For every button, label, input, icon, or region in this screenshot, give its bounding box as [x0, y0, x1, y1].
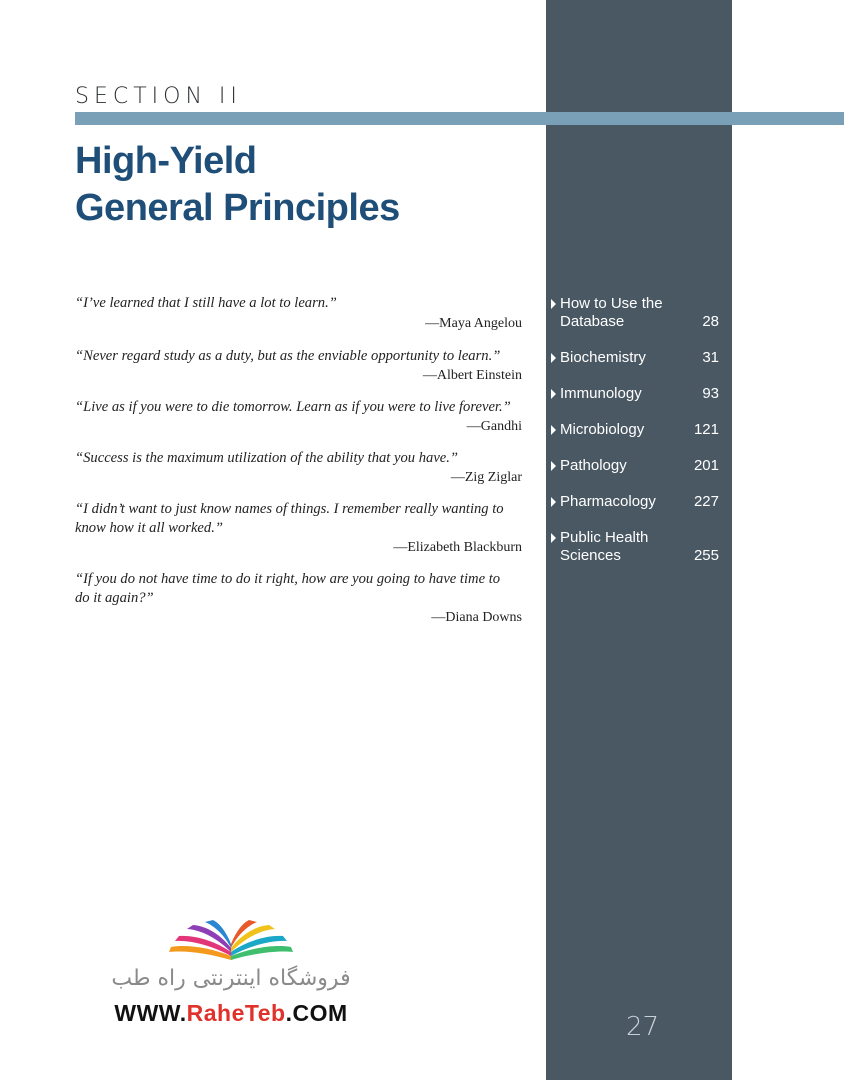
quote-text: “Never regard study as a duty, but as the enviable opportunity to learn.” [75, 348, 501, 364]
toc-item-page: 28 [702, 313, 719, 330]
toc-item-public-health[interactable] [551, 529, 719, 565]
quote-item [75, 347, 522, 385]
toc-item-biochemistry[interactable] [551, 349, 719, 367]
toc-item-page: 255 [693, 547, 719, 564]
quote-text: “Success is the maximum utilization of the ability that you have.” [75, 450, 459, 466]
triangle-right-icon [551, 389, 556, 399]
quote-item [75, 398, 522, 436]
quote-author: —Maya Angelou [425, 316, 522, 331]
section-label: SECTION II [75, 84, 242, 109]
toc-item-page: 31 [702, 349, 719, 366]
toc-item-pharmacology[interactable] [551, 493, 719, 511]
section-rule [75, 112, 844, 125]
quote-author: —Elizabeth Blackburn [393, 540, 522, 555]
watermark-persian-text: فروشگاه اینترنتی راه طب [111, 966, 351, 991]
quote-author: —Albert Einstein [422, 368, 522, 383]
page-title [75, 138, 535, 232]
toc-item-page: 121 [693, 421, 719, 438]
quote-text: “If you do not have time to do it right, how are you going to have time to do it again?” [75, 571, 501, 606]
quote-item [75, 570, 505, 608]
watermark-url-prefix: WWW. [114, 1000, 187, 1026]
title-line-2: General Principles [75, 187, 400, 229]
open-book-logo-icon [100, 920, 362, 964]
watermark [100, 920, 362, 1030]
toc-item-pathology[interactable] [551, 457, 719, 475]
toc-item-database[interactable] [551, 295, 719, 331]
toc-item-page: 227 [693, 493, 719, 510]
watermark-url[interactable] [100, 1000, 362, 1027]
toc-item-label: Pharmacology [560, 493, 656, 510]
title-line-1: High-Yield [75, 140, 257, 182]
quote-item [75, 500, 522, 557]
quotes-list [75, 294, 522, 627]
quote-author: —Zig Ziglar [450, 470, 522, 485]
triangle-right-icon [551, 299, 556, 309]
quote-item [75, 449, 522, 487]
quote-author: —Diana Downs [431, 610, 522, 625]
quote-text: “I’ve learned that I still have a lot to learn.” [75, 295, 337, 311]
toc-item-label: Microbiology [560, 421, 645, 438]
toc-item-label: How to Use the Database [560, 295, 663, 330]
page-number: 27 [626, 1012, 660, 1042]
triangle-right-icon [551, 461, 556, 471]
triangle-right-icon [551, 425, 556, 435]
toc-item-label: Pathology [560, 457, 627, 474]
toc-item-label: Public Health Sciences [560, 529, 649, 564]
watermark-url-suffix: .COM [285, 1000, 348, 1026]
toc-item-immunology[interactable] [551, 385, 719, 403]
toc-item-page: 201 [693, 457, 719, 474]
quote-text: “Live as if you were to die tomorrow. Learn as if you were to live forever.” [75, 399, 511, 415]
triangle-right-icon [551, 353, 556, 363]
quote-author: —Gandhi [466, 419, 522, 434]
quote-text: “I didn’t want to just know names of things. I remember really wanting to know how it all worked.” [75, 501, 504, 536]
watermark-url-brand: RaheTeb [186, 1000, 286, 1026]
quote-item [75, 294, 365, 313]
triangle-right-icon [551, 497, 556, 507]
triangle-right-icon [551, 533, 556, 543]
toc-item-label: Biochemistry [560, 349, 646, 366]
toc-item-microbiology[interactable] [551, 421, 719, 439]
toc-item-label: Immunology [560, 385, 642, 402]
toc-item-page: 93 [702, 385, 719, 402]
